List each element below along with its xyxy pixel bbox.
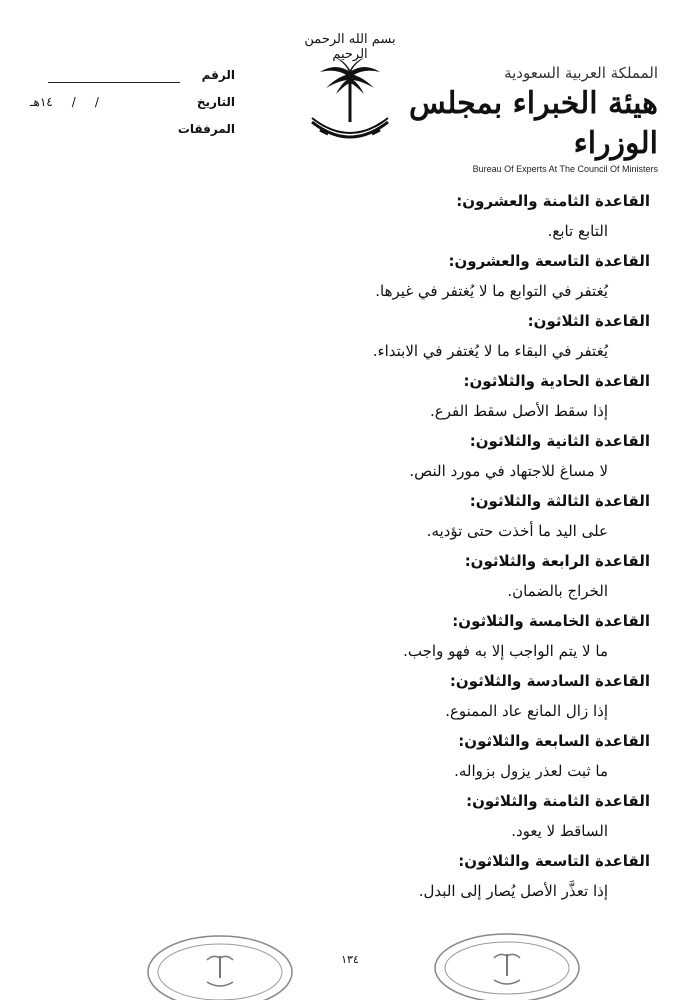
rule-title: القاعدة السابعة والثلاثون:: [458, 732, 650, 750]
rule-32: [50, 426, 650, 486]
letterhead: [0, 0, 700, 175]
rule-title: القاعدة الثامنة والثلاثون:: [466, 792, 650, 810]
rule-text: الساقط لا يعود.: [511, 822, 608, 840]
page-number: ١٣٤: [341, 953, 359, 966]
reference-number-field: [30, 66, 235, 93]
rule-title: القاعدة الحادية والثلاثون:: [463, 372, 650, 390]
rule-text: إذا سقط الأصل سقط الفرع.: [429, 402, 608, 420]
rule-text: التابع تابع.: [547, 222, 608, 240]
right-stamp-seal-icon: [432, 928, 582, 1000]
rule-28: [50, 186, 650, 246]
org-country-name: المملكة العربية السعودية: [504, 64, 658, 82]
rule-title: القاعدة السادسة والثلاثون:: [449, 672, 650, 690]
basmala: بسم الله الرحمن الرحيم: [304, 32, 396, 62]
rule-title: القاعدة التاسعة والثلاثون:: [458, 852, 650, 870]
date-label: التاريخ: [196, 95, 235, 109]
rule-text: يُغتفر في البقاء ما لا يُغتفر في الابتداء.: [372, 342, 608, 360]
rule-35: [50, 606, 650, 666]
rule-34: [50, 546, 650, 606]
rule-36: [50, 666, 650, 726]
date-field: [30, 93, 235, 120]
rule-title: القاعدة الثلاثون:: [527, 312, 650, 330]
rule-text: إذا تعذَّر الأصل يُصار إلى البدل.: [418, 882, 608, 900]
org-name-english: Bureau Of Experts At The Council Of Ministers: [472, 164, 658, 174]
rule-text: على اليد ما أخذت حتى تؤديه.: [426, 522, 608, 540]
document-meta-fields: [30, 66, 235, 147]
rule-title: القاعدة الخامسة والثلاثون:: [452, 612, 650, 630]
rule-title: القاعدة الثانية والثلاثون:: [469, 432, 650, 450]
rule-30: [50, 306, 650, 366]
attachments-label: المرفقات: [177, 122, 235, 136]
rule-text: إذا زال المانع عاد الممنوع.: [445, 702, 608, 720]
rule-31: [50, 366, 650, 426]
rules-list: [50, 186, 650, 906]
rule-text: لا مساغ للاجتهاد في مورد النص.: [409, 462, 608, 480]
attachments-field: [30, 120, 235, 147]
rule-text: ما لا يتم الواجب إلا به فهو واجب.: [403, 642, 608, 660]
rule-title: القاعدة التاسعة والعشرون:: [448, 252, 650, 270]
rule-33: [50, 486, 650, 546]
organization-block: [408, 64, 658, 174]
rule-38: [50, 786, 650, 846]
date-value: / / ١٤هـ: [30, 95, 99, 109]
rule-text: الخراج بالضمان.: [507, 582, 608, 600]
reference-number-label: الرقم: [201, 68, 235, 82]
rule-29: [50, 246, 650, 306]
reference-number-line: [48, 82, 180, 83]
rule-title: القاعدة الرابعة والثلاثون:: [464, 552, 650, 570]
rule-title: القاعدة الثالثة والثلاثون:: [469, 492, 650, 510]
rule-39: [50, 846, 650, 906]
palm-and-swords-emblem-icon: [300, 52, 400, 152]
org-name-arabic: هيئة الخبراء بمجلس الوزراء: [408, 86, 658, 161]
rule-37: [50, 726, 650, 786]
rule-text: ما ثبت لعذر يزول بزواله.: [454, 762, 608, 780]
rule-text: يُغتفر في التوابع ما لا يُغتفر في غيرها.: [375, 282, 608, 300]
left-stamp-seal-icon: [145, 932, 295, 1000]
rule-title: القاعدة الثامنة والعشرون:: [456, 192, 650, 210]
